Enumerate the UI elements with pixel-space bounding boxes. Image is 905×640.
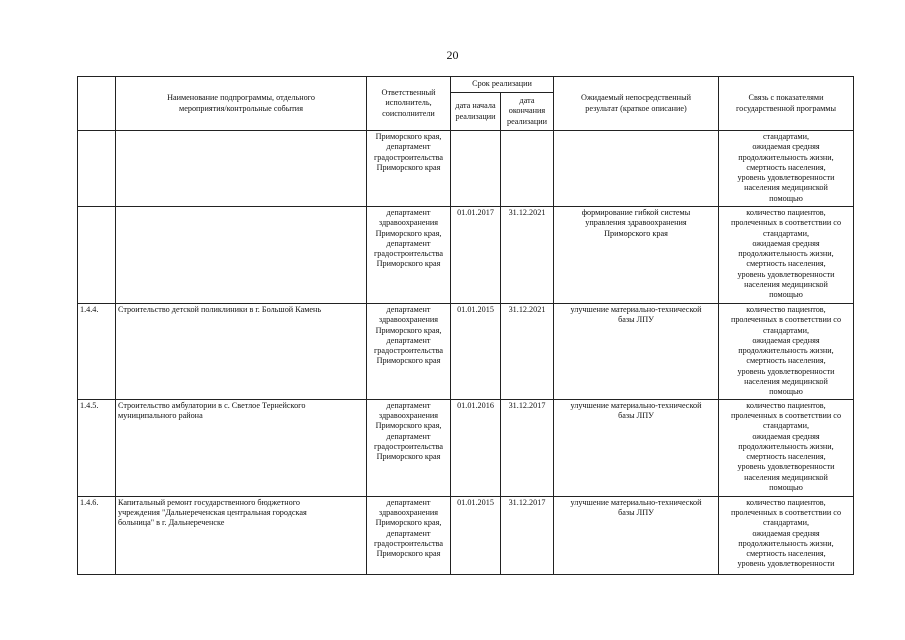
row-link: количество пациентов, пролеченных в соответствии со стандартами, ожидаемая средняя продолжительность жизни, смертность населения, уровень удовлетворенности населения медицинской помощью (719, 399, 854, 496)
row-number: 1.4.5. (78, 399, 116, 496)
row-name: Капитальный ремонт государственного бюджетного учреждения "Дальнереченская центральная городская больница" в г. Дальнереченске (116, 496, 367, 574)
row-responsible: департамент здравоохранения Приморского края, департамент градостроительства Приморского края (367, 304, 451, 400)
program-table (77, 76, 854, 575)
row-result (554, 131, 719, 207)
row-result: улучшение материально-технической базы ЛПУ (554, 496, 719, 574)
row-start-date: 01.01.2017 (451, 207, 501, 304)
row-start-date: 01.01.2015 (451, 496, 501, 574)
row-number (78, 131, 116, 207)
row-result: улучшение материально-технической базы ЛПУ (554, 304, 719, 400)
row-name: Строительство амбулатории в с. Светлое Тернейского муниципального района (116, 399, 367, 496)
header-end-date: дата окончания реализации (501, 93, 554, 131)
page-number: 20 (446, 48, 459, 62)
row-link: количество пациентов, пролеченных в соответствии со стандартами, ожидаемая средняя продолжительность жизни, смертность населения, уровень удовлетворенности (719, 496, 854, 574)
header-result: Ожидаемый непосредственный результат (краткое описание) (554, 77, 719, 131)
row-number (78, 207, 116, 304)
table-row (78, 399, 854, 496)
row-start-date: 01.01.2015 (451, 304, 501, 400)
row-end-date: 31.12.2017 (501, 496, 554, 574)
row-result: формирование гибкой системы управления здравоохранения Приморского края (554, 207, 719, 304)
row-responsible: Приморского края, департамент градостроительства Приморского края (367, 131, 451, 207)
row-end-date: 31.12.2021 (501, 304, 554, 400)
row-end-date: 31.12.2017 (501, 399, 554, 496)
row-number: 1.4.6. (78, 496, 116, 574)
row-start-date: 01.01.2016 (451, 399, 501, 496)
table-row (78, 131, 854, 207)
header-start-date: дата начала реализации (451, 93, 501, 131)
row-name (116, 131, 367, 207)
row-end-date: 31.12.2021 (501, 207, 554, 304)
row-responsible: департамент здравоохранения Приморского края, департамент градостроительства Приморского края (367, 496, 451, 574)
row-end-date (501, 131, 554, 207)
row-name: Строительство детской поликлиники в г. Большой Камень (116, 304, 367, 400)
header-responsible: Ответственный исполнитель, соисполнители (367, 77, 451, 131)
table-row (78, 496, 854, 574)
row-name (116, 207, 367, 304)
header-name: Наименование подпрограммы, отдельного мероприятия/контрольные события (116, 77, 367, 131)
row-link: количество пациентов, пролеченных в соответствии со стандартами, ожидаемая средняя продолжительность жизни, смертность населения, уровень удовлетворенности населения медицинской помощью (719, 207, 854, 304)
row-responsible: департамент здравоохранения Приморского края, департамент градостроительства Приморского края (367, 399, 451, 496)
header-num (78, 77, 116, 131)
row-result: улучшение материально-технической базы ЛПУ (554, 399, 719, 496)
header-link: Связь с показателями государственной программы (719, 77, 854, 131)
row-start-date (451, 131, 501, 207)
row-link: количество пациентов, пролеченных в соответствии со стандартами, ожидаемая средняя продолжительность жизни, смертность населения, уровень удовлетворенности населения медицинской помощью (719, 304, 854, 400)
header-period: Срок реализации (451, 77, 554, 93)
row-link: стандартами, ожидаемая средняя продолжительность жизни, смертность населения, уровень удовлетворенности населения медицинской помощью (719, 131, 854, 207)
table-row (78, 304, 854, 400)
row-number: 1.4.4. (78, 304, 116, 400)
row-responsible: департамент здравоохранения Приморского края, департамент градостроительства Приморского края (367, 207, 451, 304)
table-row (78, 207, 854, 304)
